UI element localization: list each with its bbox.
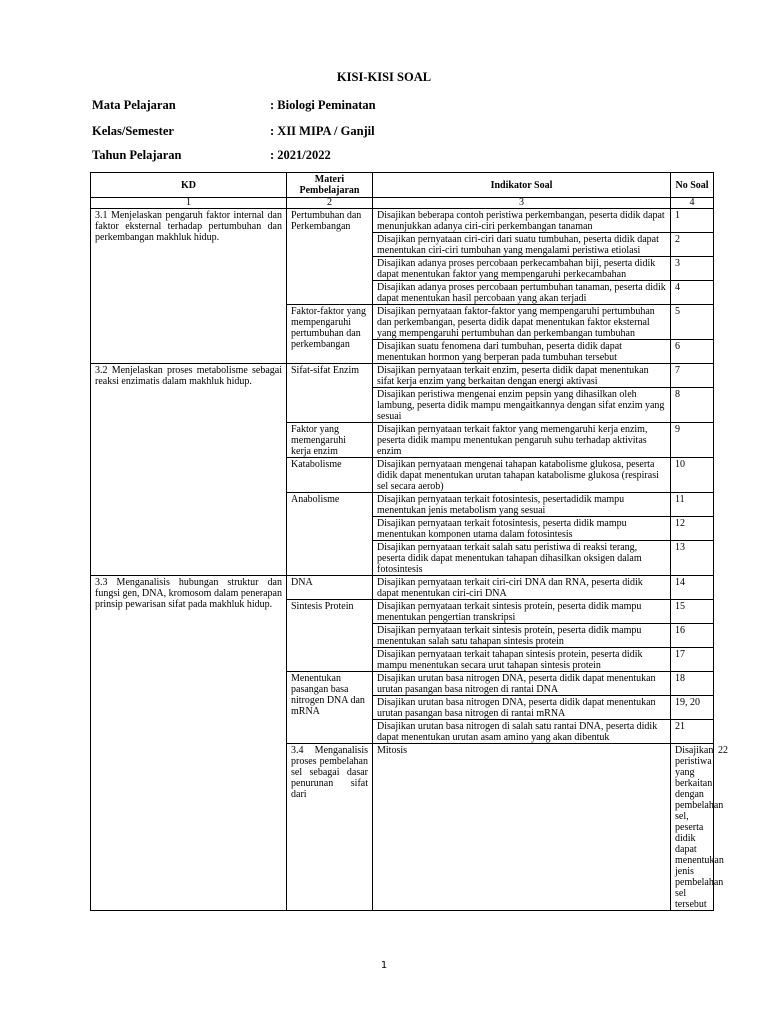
kd-cell: 3.1 Menjelaskan pengaruh faktor internal dan faktor eksternal terhadap pertumbuhan dan perkembangan makhluk hidup. (91, 209, 287, 364)
info-row-subject (92, 98, 376, 113)
indikator-cell: Disajikan peristiwa mengenai enzim pepsin yang dihasilkan oleh lambung, peserta didik mampu mengaitkannya dengan sifat enzim yang sesuai (373, 388, 671, 423)
header-indikator: Indikator Soal (373, 173, 671, 198)
indikator-cell: Disajikan urutan basa nitrogen DNA, peserta didik dapat menentukan urutan pasangan basa nitrogen di rantai DNA (373, 672, 671, 696)
indikator-cell: Disajikan adanya proses percobaan perkecambahan biji, peserta didik dapat menentukan faktor yang mempengaruhi perkecambahan (373, 257, 671, 281)
indikator-cell: Disajikan pernyataan terkait sintesis protein, peserta didik mampu menentukan salah satu tahapan sintesis protein (373, 624, 671, 648)
kd-cell: 3.2 Menjelaskan proses metabolisme sebagai reaksi enzimatis dalam makhluk hidup. (91, 364, 287, 576)
document-title: KISI-KISI SOAL (336, 70, 432, 84)
materi-cell: DNA (287, 576, 373, 600)
indikator-cell: Disajikan urutan basa nitrogen DNA, peserta didik dapat menentukan urutan pasangan basa nitrogen di rantai mRNA (373, 696, 671, 720)
table-header-row (91, 173, 714, 198)
no-soal-cell: 4 (671, 281, 714, 305)
no-soal-cell: 11 (671, 493, 714, 517)
no-soal-cell: 19, 20 (671, 696, 714, 720)
info-label: Tahun Pelajaran (92, 148, 182, 162)
no-soal-cell: 3 (671, 257, 714, 281)
table-row: 3.4 Menganalisis proses pembelahan sel sebagai dasar penurunan sifat dari Mitosis Disajikan peristiwa yang berkaitan dengan pembelahan sel, peserta didik dapat menentukan jenis pembelahan sel tersebut 22 (91, 744, 714, 911)
no-soal-cell: 10 (671, 458, 714, 493)
indikator-cell: Disajikan pernyataan faktor-faktor yang mempengaruhi pertumbuhan dan perkembangan, peserta didik dapat menentukan faktor eksternal yang mempengaruhi pertumbuhan dan perkembangan tumbuhan (373, 305, 671, 340)
header-no-soal: No Soal (671, 173, 714, 198)
indikator-cell: Disajikan pernyataan terkait tahapan sintesis protein, peserta didik mampu menentukan secara urut tahapan sintesis protein (373, 648, 671, 672)
indikator-cell: Disajikan pernyataan terkait fotosintesis, pesertadidik mampu menentukan jenis metabolism yang sesuai (373, 493, 671, 517)
column-number-row (91, 198, 714, 209)
table-row (91, 364, 714, 388)
indikator-cell: Disajikan pernyataan mengenai tahapan katabolisme glukosa, peserta didik dapat menentukan urutan tahapan katabolisme glukosa (respirasi sel secara aerob) (373, 458, 671, 493)
no-soal-cell: 1 (671, 209, 714, 233)
no-soal-cell: 2 (671, 233, 714, 257)
materi-cell: Faktor-faktor yang mempengaruhi pertumbuhan dan perkembangan (287, 305, 373, 364)
kd-cell: 3.3 Menganalisis hubungan struktur dan fungsi gen, DNA, kromosom dalam penerapan prinsip pewarisan sifat pada makhluk hidup. (91, 576, 287, 911)
indikator-cell: Disajikan pernyataan terkait faktor yang memengaruhi kerja enzim, peserta didik mampu menentukan pengaruh suhu terhadap aktivitas enzim (373, 423, 671, 458)
info-label: Kelas/Semester (92, 124, 174, 138)
no-soal-cell: 15 (671, 600, 714, 624)
materi-cell: Mitosis (373, 744, 671, 911)
no-soal-cell: 7 (671, 364, 714, 388)
no-soal-cell: 13 (671, 541, 714, 576)
no-soal-cell: 16 (671, 624, 714, 648)
kd-cell: 3.4 Menganalisis proses pembelahan sel sebagai dasar penurunan sifat dari (287, 744, 373, 911)
indikator-cell: Disajikan peristiwa yang berkaitan dengan pembelahan sel, peserta didik dapat menentukan jenis pembelahan sel tersebut (671, 744, 714, 911)
indikator-cell: Disajikan adanya proses percobaan pertumbuhan tanaman, peserta didik dapat menentukan hasil percobaan yang akan terjadi (373, 281, 671, 305)
indikator-cell: Disajikan pernyataan terkait enzim, peserta didik dapat menentukan sifat kerja enzim yang berkaitan dengan energi aktivasi (373, 364, 671, 388)
indikator-cell: Disajikan suatu fenomena dari tumbuhan, peserta didik dapat menentukan hormon yang berperan pada tumbuhan tersebut (373, 340, 671, 364)
info-row-class-semester (92, 124, 375, 139)
indikator-cell: Disajikan pernyataan terkait ciri-ciri DNA dan RNA, peserta didik dapat menentukan ciri-ciri DNA (373, 576, 671, 600)
info-label: Mata Pelajaran (92, 98, 176, 112)
info-value: : 2021/2022 (270, 148, 331, 162)
no-soal-cell: 6 (671, 340, 714, 364)
info-row-academic-year (92, 148, 331, 163)
indikator-cell: Disajikan beberapa contoh peristiwa perkembangan, peserta didik dapat menunjukkan adanya ciri-ciri perkembangan tanaman (373, 209, 671, 233)
column-number: 1 (91, 198, 287, 209)
indikator-cell: Disajikan pernyataan terkait sintesis protein, peserta didik mampu menentukan pengertian transkripsi (373, 600, 671, 624)
table-row (91, 576, 714, 600)
column-number: 4 (671, 198, 714, 209)
no-soal-cell: 8 (671, 388, 714, 423)
materi-cell: Faktor yang memengaruhi kerja enzim (287, 423, 373, 458)
column-number: 3 (373, 198, 671, 209)
no-soal-cell: 17 (671, 648, 714, 672)
kisi-kisi-table (90, 172, 728, 911)
no-soal-cell: 9 (671, 423, 714, 458)
info-value: : Biologi Peminatan (270, 98, 376, 112)
page-number: 1 (380, 960, 388, 971)
no-soal-cell: 5 (671, 305, 714, 340)
table-row (91, 209, 714, 233)
header-materi: Materi Pembelajaran (287, 173, 373, 198)
header-kd: KD (91, 173, 287, 198)
indikator-cell: Disajikan pernyataan terkait fotosintesis, peserta didik mampu menentukan komponen utama dalam fotosintesis (373, 517, 671, 541)
materi-cell: Sintesis Protein (287, 600, 373, 672)
no-soal-cell: 18 (671, 672, 714, 696)
materi-cell: Anabolisme (287, 493, 373, 576)
column-number: 2 (287, 198, 373, 209)
no-soal-cell: 12 (671, 517, 714, 541)
materi-cell: Sifat-sifat Enzim (287, 364, 373, 423)
indikator-cell: Disajikan pernyataan ciri-ciri dari suatu tumbuhan, peserta didik dapat menentukan ciri-ciri tumbuhan yang mengalami peristiwa etiolasi (373, 233, 671, 257)
info-value: : XII MIPA / Ganjil (270, 124, 375, 138)
materi-cell: Katabolisme (287, 458, 373, 493)
no-soal-cell: 21 (671, 720, 714, 744)
materi-cell: Pertumbuhan dan Perkembangan (287, 209, 373, 305)
no-soal-cell: 14 (671, 576, 714, 600)
indikator-cell: Disajikan urutan basa nitrogen di salah satu rantai DNA, peserta didik dapat menentukan urutan asam amino yang akan dibentuk (373, 720, 671, 744)
materi-cell: Menentukan pasangan basa nitrogen DNA dan mRNA (287, 672, 373, 744)
indikator-cell: Disajikan pernyataan terkait salah satu peristiwa di reaksi terang, peserta didik dapat menentukan tahapan dihasilkan oksigen dalam fotosintesis (373, 541, 671, 576)
